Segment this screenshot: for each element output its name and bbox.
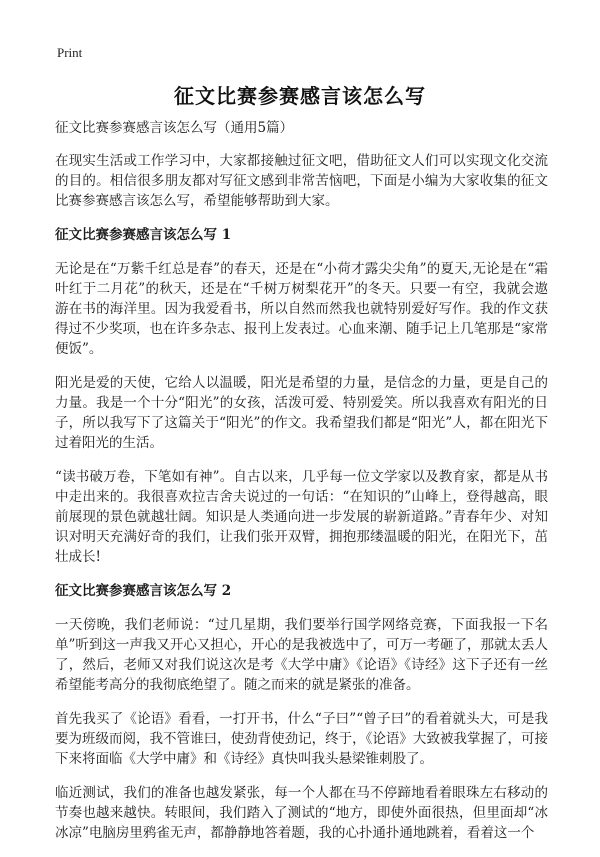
section-2: [55, 581, 548, 843]
paragraph: “读书破万卷，下笔如有神”。自古以来，几乎每一位文学家以及教育家，都是从书中走出来的。我很喜欢拉吉舍夫说过的一句话：“在知识的”山峰上，登得越高，眼前展现的景色就越壮阔。知识是人类通向进一步发展的崭新道路。”青春年少、对知识对明天充满好奇的我们，让我们张开双臂，拥抱那缕温暖的阳光，在阳光下，茁壮成长!: [55, 469, 548, 565]
page-title: 征文比赛参赛感言该怎么写: [174, 84, 426, 108]
paragraph: 首先我买了《论语》看看，一打开书，什么“子曰”“曾子曰”的看着就头大，可是我要为班级而阅，我不管谁曰，使劲背使劲记，终于，《论语》大致被我掌握了，可接下来将面临《大学中庸》和《诗经》真快叫我头悬梁锥刺股了。: [55, 711, 548, 767]
paragraph: 阳光是爱的天使，它给人以温暖，阳光是希望的力量，是信念的力量，更是自己的力量。我是一个十分“阳光”的女孩，活泼可爱、特别爱笑。所以我喜欢有阳光的日子，所以我写下了这篇关于“阳光”的作文。我希望我们都是“阳光”人，都在阳光下过着阳光的生活。: [55, 375, 548, 451]
section-1: [55, 225, 548, 567]
article-body: [55, 118, 548, 857]
paragraph: 一天傍晚，我们老师说：“过几星期，我们要举行国学网络竞赛，下面我报一下名单”听到这一声我又开心又担心，开心的是我被选中了，可万一考砸了，那就太丢人了，然后，老师又对我们说这次是考《大学中庸》《论语》《诗经》这下子还有一丝希望能考高分的我彻底绝望了。随之而来的就是紧张的准备。: [55, 617, 548, 693]
paragraph: 无论是在“万紫千红总是春”的春天，还是在“小荷才露尖尖角”的夏天,无论是在“霜叶红于二月花”的秋天，还是在“千树万树梨花开”的冬天。只要一有空，我就会遨游在书的海洋里。因为我爱看书，所以自然而然我也就特别爱好写作。我的作文获得过不少奖项，也在许多杂志、报刊上发表过。心血来潮、随手记上几笔那是“家常便饭”。: [55, 261, 548, 357]
section-heading: 征文比赛参赛感言该怎么写 2: [55, 583, 232, 599]
article-subtitle: 征文比赛参赛感言该怎么写（通用5篇）: [55, 120, 294, 136]
intro-paragraph: 在现实生活或工作学习中，大家都接触过征文吧，借助征文人们可以实现文化交流的目的。相信很多朋友都对写征文感到非常苦恼吧，下面是小编为大家收集的征文比赛参赛感言该怎么写，希望能够帮助到大家。: [55, 153, 548, 209]
print-link[interactable]: Print: [57, 45, 83, 60]
section-heading: 征文比赛参赛感言该怎么写 1: [55, 227, 232, 243]
paragraph: 临近测试，我们的准备也越发紧张，每一个人都在马不停蹄地看着眼珠左右移动的节奏也越来越快。转眼间，我们踏入了测试的“地方，即使外面很热，但里面却“冰冰凉”电脑房里鸦雀无声，都静静地答着题，我的心扑通扑通地跳着，看着这一个: [55, 785, 548, 841]
